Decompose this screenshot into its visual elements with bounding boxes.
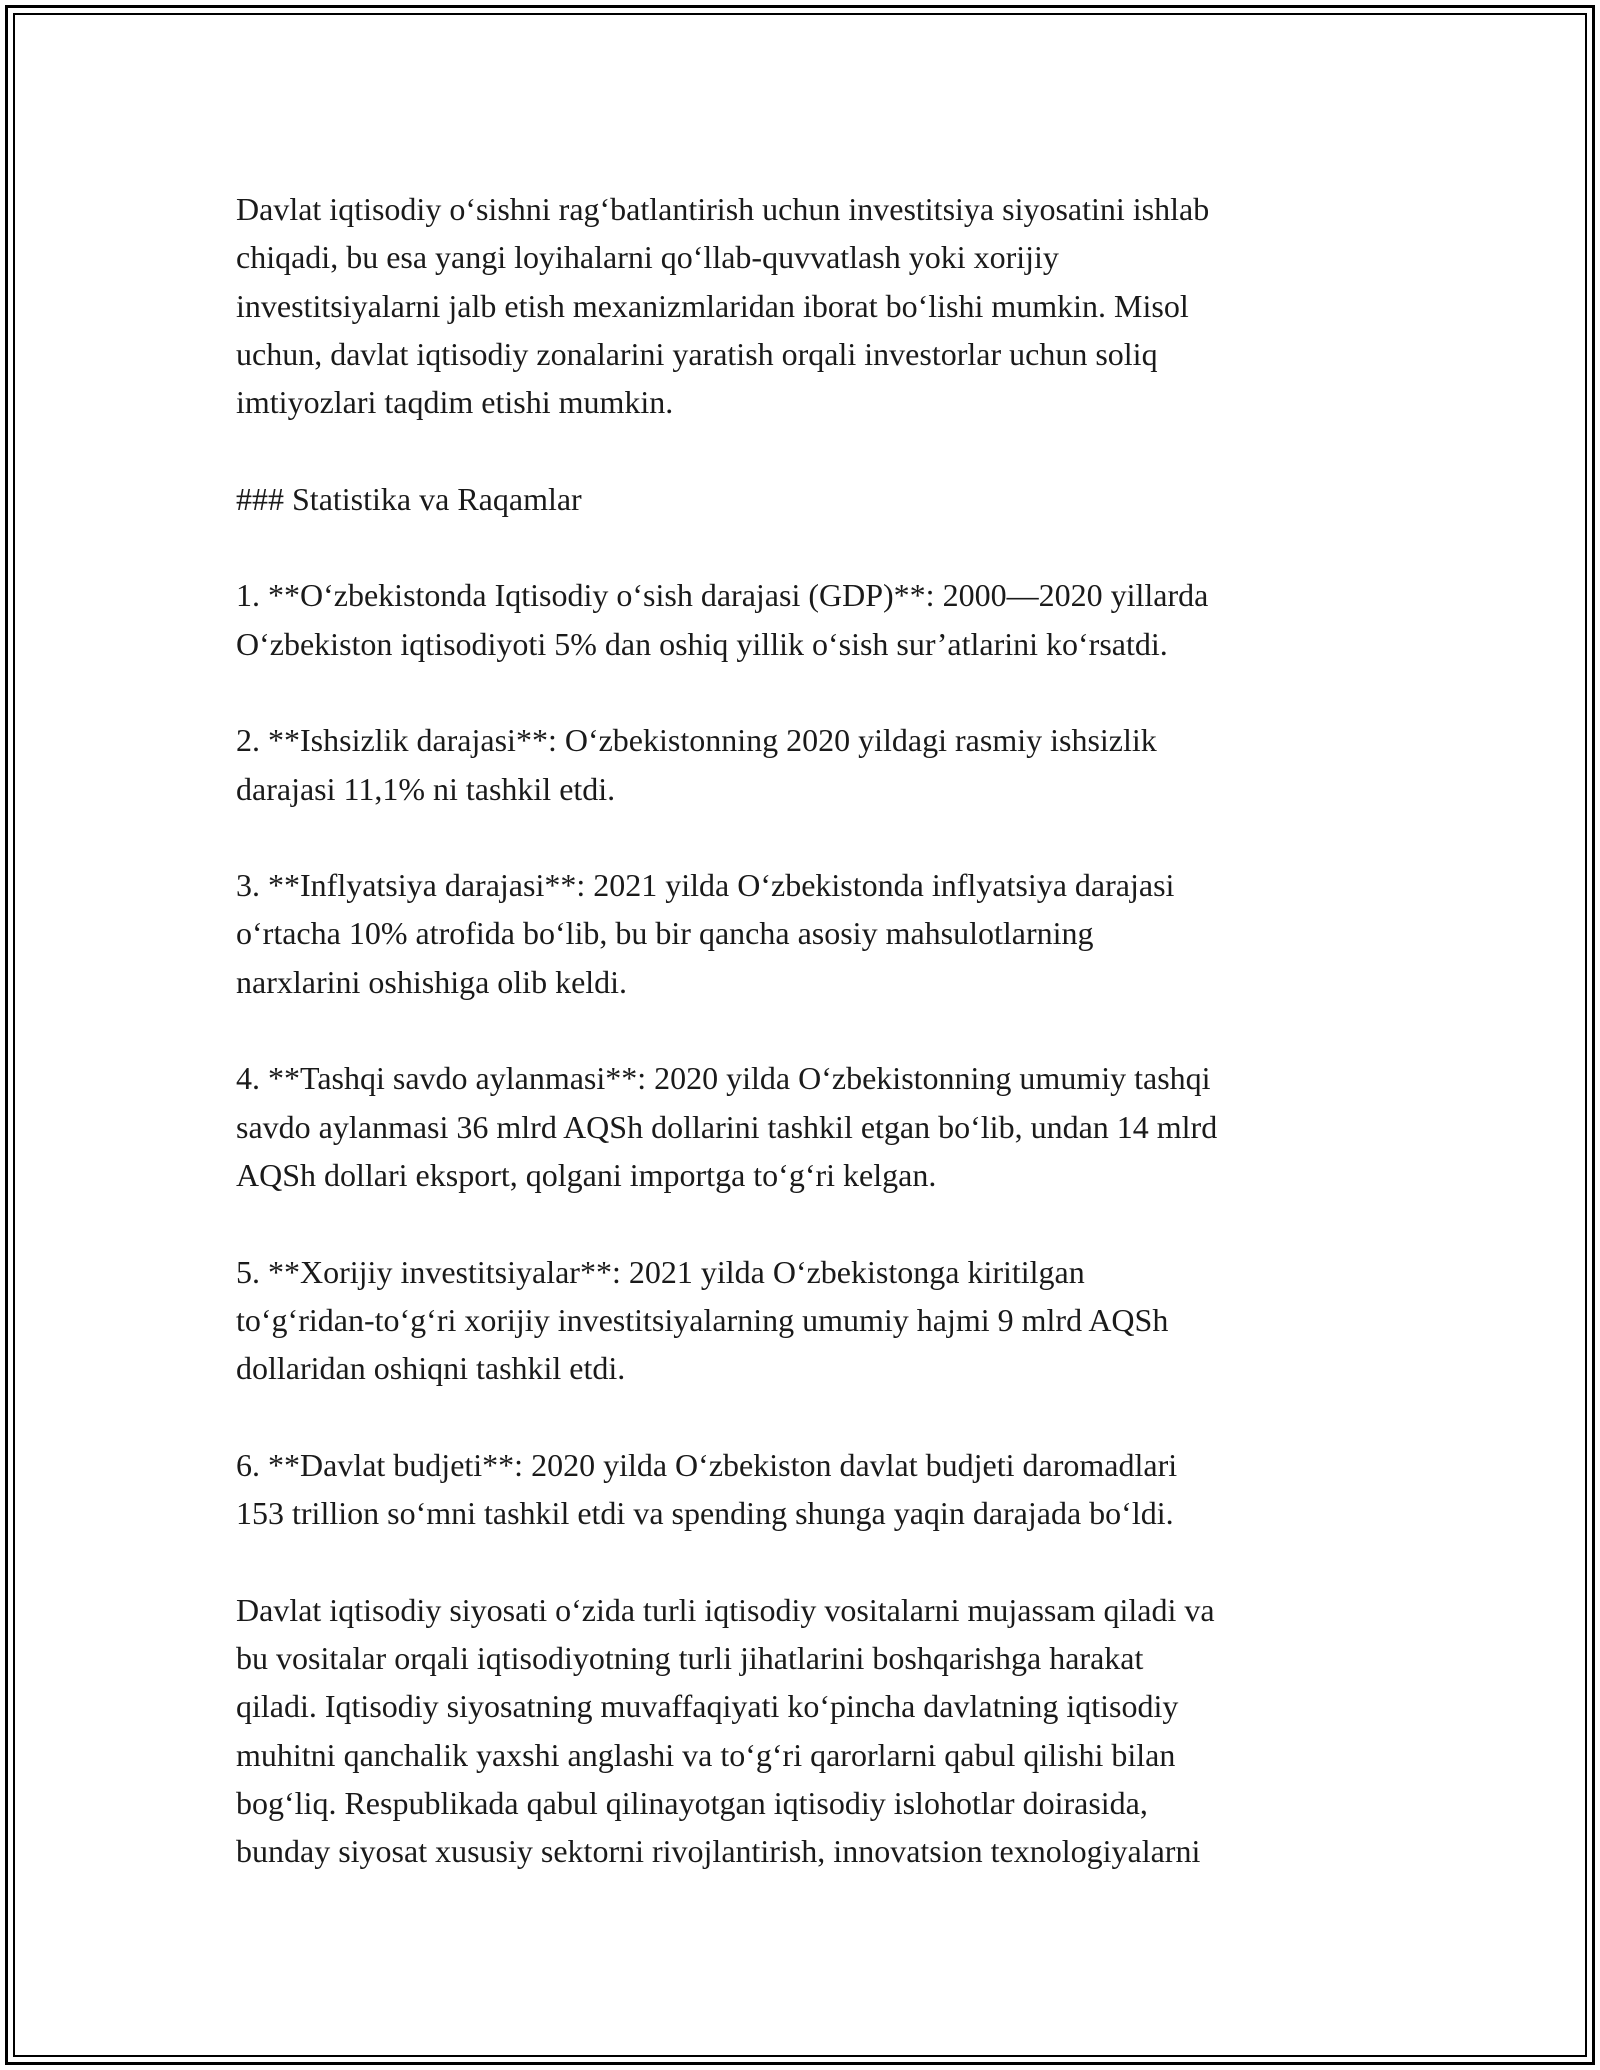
text-line: imtiyozlari taqdim etishi mumkin. xyxy=(236,384,674,421)
text-line: 5. **Xorijiy investitsiyalar**: 2021 yilda O‘zbekistonga kiritilgan xyxy=(236,1253,1085,1290)
stat-item-6 xyxy=(236,1441,1386,1538)
text-line: uchun, davlat iqtisodiy zonalarini yaratish orqali investorlar uchun soliq xyxy=(236,335,1158,372)
text-line: O‘zbekiston iqtisodiyoti 5% dan oshiq yillik o‘sish sur’atlarini ko‘rsatdi. xyxy=(236,625,1168,662)
text-line: 4. **Tashqi savdo aylanmasi**: 2020 yilda O‘zbekistonning umumiy tashqi xyxy=(236,1060,1211,1097)
text-line: investitsiyalarni jalb etish mexanizmlaridan iborat bo‘lishi mumkin. Misol xyxy=(236,287,1189,324)
stat-item-4 xyxy=(236,1054,1386,1199)
text-line: chiqadi, bu esa yangi loyihalarni qo‘llab-quvvatlash yoki xorijiy xyxy=(236,239,1059,276)
text-line: muhitni qanchalik yaxshi anglashi va to‘g‘ri qarorlarni qabul qilishi bilan xyxy=(236,1736,1176,1773)
text-line: 153 trillion so‘mni tashkil etdi va spending shunga yaqin darajada bo‘ldi. xyxy=(236,1495,1174,1532)
text-line: bu vositalar orqali iqtisodiyotning turli jihatlarini boshqarishga harakat xyxy=(236,1639,1144,1676)
section-heading xyxy=(236,475,1386,523)
text-line: 2. **Ishsizlik darajasi**: O‘zbekistonning 2020 yildagi rasmiy ishsizlik xyxy=(236,722,1157,759)
text-line: 1. **O‘zbekistonda Iqtisodiy o‘sish darajasi (GDP)**: 2000—2020 yillarda xyxy=(236,577,1209,614)
text-line: 3. **Inflyatsiya darajasi**: 2021 yilda O‘zbekistonda inflyatsiya darajasi xyxy=(236,867,1175,904)
text-line: 6. **Davlat budjeti**: 2020 yilda O‘zbekiston davlat budjeti daromadlari xyxy=(236,1446,1178,1483)
text-line: Davlat iqtisodiy o‘sishni rag‘batlantirish uchun investitsiya siyosatini ishlab xyxy=(236,191,1210,227)
text-line: narxlarini oshishiga olib keldi. xyxy=(236,963,628,1000)
text-line: darajasi 11,1% ni tashkil etdi. xyxy=(236,770,616,807)
heading-text: ### Statistika va Raqamlar xyxy=(236,480,582,517)
stat-item-3 xyxy=(236,861,1386,1006)
text-line: o‘rtacha 10% atrofida bo‘lib, bu bir qancha asosiy mahsulotlarning xyxy=(236,915,1094,952)
text-line: Davlat iqtisodiy siyosati o‘zida turli iqtisodiy vositalarni mujassam qiladi va xyxy=(236,1591,1215,1628)
text-line: savdo aylanmasi 36 mlrd AQSh dollarini tashkil etgan bo‘lib, undan 14 mlrd xyxy=(236,1108,1218,1145)
conclusion-paragraph xyxy=(236,1586,1386,1876)
text-line: AQSh dollari eksport, qolgani importga to‘g‘ri kelgan. xyxy=(236,1156,937,1193)
stat-item-1 xyxy=(236,571,1386,668)
text-line: dollaridan oshiqni tashkil etdi. xyxy=(236,1350,626,1387)
intro-paragraph xyxy=(236,185,1386,426)
text-line: bunday siyosat xususiy sektorni rivojlantirish, innovatsion texnologiyalarni xyxy=(236,1833,1201,1870)
text-line: qiladi. Iqtisodiy siyosatning muvaffaqiyati ko‘pincha davlatning iqtisodiy xyxy=(236,1688,1179,1725)
text-line: bog‘liq. Respublikada qabul qilinayotgan iqtisodiy islohotlar doirasida, xyxy=(236,1784,1148,1821)
stat-item-2 xyxy=(236,716,1386,813)
text-line: to‘g‘ridan-to‘g‘ri xorijiy investitsiyalarning umumiy hajmi 9 mlrd AQSh xyxy=(236,1301,1169,1338)
document-body xyxy=(236,185,1386,1924)
stat-item-5 xyxy=(236,1248,1386,1393)
